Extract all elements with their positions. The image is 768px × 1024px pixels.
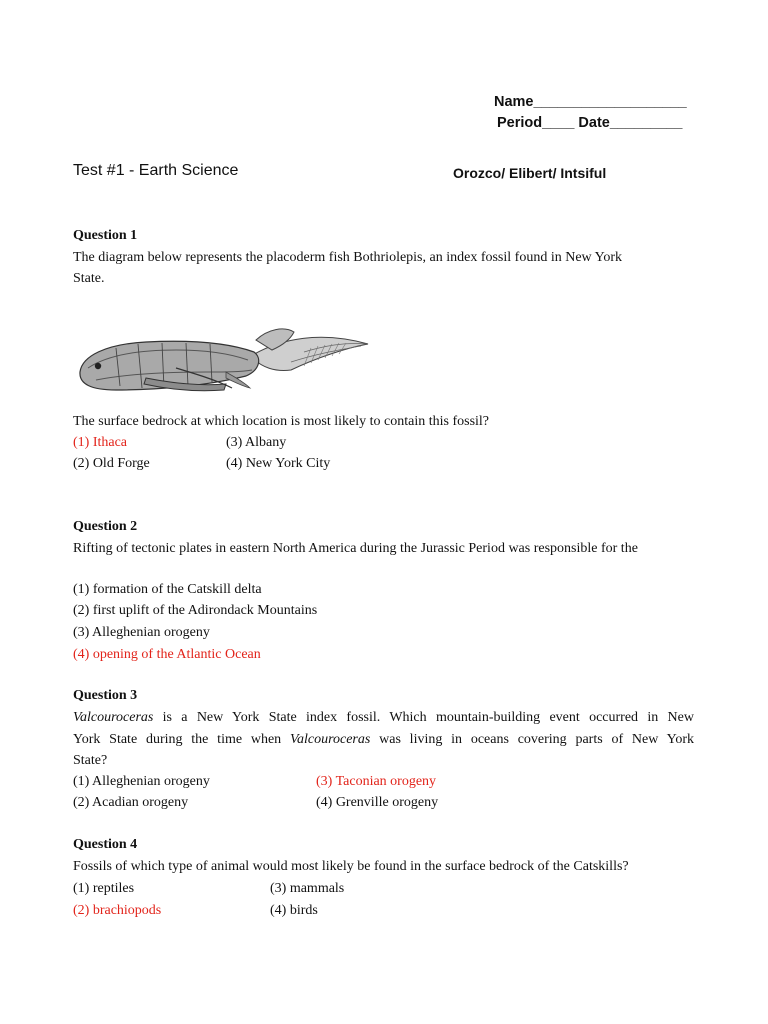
- question-3-option-1: (1) Alleghenian orogeny: [73, 774, 210, 789]
- question-2-option-1: (1) formation of the Catskill delta: [73, 582, 262, 597]
- question-3-stem-line-2-text-a: York State during the time when: [73, 732, 290, 747]
- fish-fossil-image: [76, 326, 372, 396]
- question-3-stem-line-3: State?: [73, 753, 108, 768]
- question-2-option-4-answer: (4) opening of the Atlantic Ocean: [73, 647, 261, 662]
- question-4-option-4: (4) birds: [270, 903, 318, 918]
- question-1-option-3: (3) Albany: [226, 435, 287, 450]
- fossil-name-italic: Valcouroceras: [289, 732, 371, 747]
- question-1-stem-line-1: The diagram below represents the placoderm fish Bothriolepis, an index fossil found in New York: [73, 250, 623, 265]
- question-1-option-1-answer: (1) Ithaca: [73, 435, 128, 450]
- question-3-option-3-answer: (3) Taconian orogeny: [316, 774, 437, 789]
- question-4-stem: Fossils of which type of animal would most likely be found in the surface bedrock of the Catskills?: [73, 859, 629, 874]
- question-1-option-4: (4) New York City: [226, 456, 331, 471]
- question-2-title: Question 2: [73, 519, 138, 534]
- question-2-stem: Rifting of tectonic plates in eastern North America during the Jurassic Period was responsible for the: [73, 541, 638, 556]
- name-field-line: Name___________________: [494, 94, 687, 110]
- question-3-option-2: (2) Acadian orogeny: [73, 795, 189, 810]
- question-3-stem-line-1: [73, 707, 694, 728]
- teacher-names: Orozco/ Elibert/ Intsiful: [453, 165, 607, 181]
- question-1-stem-line-2: State.: [73, 271, 105, 286]
- question-4-option-1: (1) reptiles: [73, 881, 135, 896]
- page-title: Test #1 - Earth Science: [73, 162, 239, 179]
- question-3-stem-line-2-text-b: was living in oceans covering parts of New York: [370, 732, 694, 747]
- question-2-option-2: (2) first uplift of the Adirondack Mountains: [73, 603, 318, 618]
- question-2-option-3: (3) Alleghenian orogeny: [73, 625, 210, 640]
- question-4-title: Question 4: [73, 837, 138, 852]
- question-1-prompt: The surface bedrock at which location is most likely to contain this fossil?: [73, 414, 490, 429]
- fossil-name-italic: Valcouroceras: [73, 710, 154, 725]
- question-1-option-2: (2) Old Forge: [73, 456, 150, 471]
- question-3-option-4: (4) Grenville orogeny: [316, 795, 439, 810]
- question-1-title: Question 1: [73, 228, 138, 243]
- bothriolepis-fossil-diagram: [76, 326, 372, 396]
- question-3-title: Question 3: [73, 688, 138, 703]
- question-4-option-3: (3) mammals: [270, 881, 345, 896]
- period-date-line: Period____ Date_________: [497, 115, 683, 131]
- question-3-stem-line-1-text: is a New York State index fossil. Which mountain-building event occurred in New: [153, 710, 694, 725]
- question-4-option-2-answer: (2) brachiopods: [73, 903, 162, 918]
- question-3-stem-line-2: [73, 729, 694, 750]
